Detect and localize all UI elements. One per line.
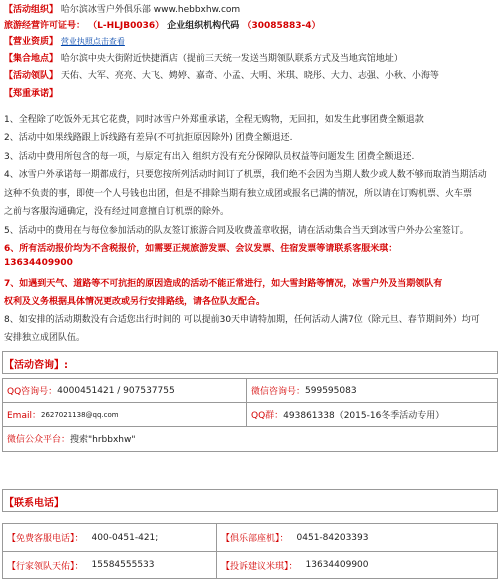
promise-line: 4、冰雪户外承诺每一期都成行，只要您按所列活动时间订了机票，我们绝不会因为当期人数少或人数不够而取消当期活动 [4, 170, 487, 180]
qq-label: QQ咨询号： [7, 387, 58, 397]
leaders-row [4, 68, 439, 81]
promise-line: 这种不负责的事，即使一个人号钱也出团，但是不排除当期有独立成团或报名已满的情况，所以请在订购机票、火车票 [4, 189, 473, 199]
club-phone-value[interactable]: 0451-84203393 [296, 532, 369, 543]
leaders-tag: 【活动领队】 [4, 71, 59, 81]
license-tag: 旅游经营许可证号： [4, 21, 86, 31]
promise-line: 7、如遇到天气、道路等不可抗拒的原因造成的活动不能正常进行，如大雪封路等情况，冰雪户外及当期领队有 [4, 279, 443, 289]
email-cell [3, 403, 119, 426]
promise-line: 安排独立成团队伍。 [4, 333, 86, 343]
qqgroup-value[interactable]: 493861338（2015-16冬季活动专用） [283, 411, 445, 421]
public-label: 微信公众平台： [7, 435, 71, 445]
meeting-text: 哈尔滨中央大街附近快捷酒店（提前三天统一发送当期领队联系方式及当地宾馆地址） [60, 54, 403, 64]
organizer-tag: 【活动组织】 [4, 5, 59, 15]
promise-line: 1、全程除了吃饭外无其它花费，同时冰雪户外郑重承诺，全程无购物，无回扣，如发生此事团费全额退款 [4, 115, 424, 125]
free-phone-value[interactable]: 400-0451-421; [91, 532, 159, 543]
promise-line: 13634409900 [4, 258, 73, 268]
club-phone-cell [217, 524, 368, 551]
org-code-label: 企业组织机构代码 [167, 21, 240, 31]
organizer-row [4, 2, 240, 15]
promise-line: 8、如安排的活动期数没有合适您出行时间的 可以提前30天申请特加期，任何活动人满7位（除元旦、春节期间外）均可 [4, 315, 480, 325]
wechat-value[interactable]: 599595083 [305, 385, 357, 396]
qqgroup-cell [247, 403, 444, 426]
organizer-text: 哈尔滨冰雪户外俱乐部 www.hebbxhw.com [60, 5, 241, 15]
promise-line: 5、活动中的费用在与每位参加活动的队友签订旅游合同及收费盖章收据，请在活动集合当天到冰雪户外办公室签订。 [4, 226, 469, 236]
qualification-link[interactable]: 营业执照点击查看 [60, 37, 125, 46]
public-cell [3, 427, 136, 450]
consult-title: 【活动咨询】: [4, 360, 68, 371]
qqgroup-label: QQ群： [251, 411, 284, 421]
consult-title-box [2, 351, 498, 374]
leader-phone-cell [3, 552, 155, 578]
email-label: Email： [7, 411, 41, 421]
contact-table [2, 523, 498, 579]
wechat-cell [247, 379, 357, 402]
promise-line: 3、活动中费用所包含的每一项，与原定有出入 组织方没有充分保障队员权益等问题发生 团费全额退还. [4, 152, 415, 162]
leader-phone-label: 【行家领队天佑】： [7, 561, 84, 572]
promise-tag: 【郑重承诺】 [4, 89, 59, 99]
qq-value[interactable]: 4000451421 / 907537755 [57, 385, 175, 396]
club-phone-label: 【俱乐部座机】： [221, 534, 289, 544]
free-phone-cell [3, 524, 158, 551]
free-phone-label: 【免费客服电话】： [7, 534, 84, 544]
qualification-row [4, 34, 125, 47]
license-row [4, 18, 321, 31]
qualification-tag: 【营业资质】 [4, 37, 59, 47]
promise-line: 之前与客服沟通确定，没有经过同意擅自订机票的除外。 [4, 207, 230, 217]
contact-title-box [2, 489, 498, 512]
public-value[interactable]: 搜索"hrbbxhw" [70, 435, 136, 445]
complaint-phone-cell [217, 552, 369, 578]
email-value[interactable]: 2627021138@qq.com [40, 410, 119, 419]
complaint-phone-label: 【投诉建议米琪】： [221, 561, 298, 572]
promise-row [4, 86, 58, 99]
promise-line: 权利及义务根据具体情况更改或另行安排路线，请各位队友配合。 [4, 297, 266, 307]
promise-line: 2、活动中如果线路跟上诉线路有差异(不可抗拒原因除外) 团费全额退还. [4, 133, 293, 143]
meeting-row [4, 51, 403, 64]
promise-line: 6、所有活动报价均为不含税报价，如需要正规旅游发票、会议发票、住宿发票等请联系客服米琪： [4, 244, 398, 254]
leaders-text: 天佑、大军、亮亮、大飞、娉婷、嘉奇、小孟、大明、米琪、晓彤、大力、志强、小秋、小海等 [60, 71, 439, 81]
leader-phone-value[interactable]: 15584555533 [91, 560, 155, 570]
wechat-label: 微信咨询号： [251, 387, 306, 397]
qq-cell [3, 379, 175, 402]
org-code: （30085883-4） [242, 21, 321, 31]
complaint-phone-value[interactable]: 13634409900 [305, 560, 369, 570]
license-number: （L-HLJB0036） [88, 21, 165, 31]
contact-title: 【联系电话】 [4, 498, 64, 509]
consult-table [2, 378, 498, 452]
meeting-tag: 【集合地点】 [4, 54, 59, 64]
